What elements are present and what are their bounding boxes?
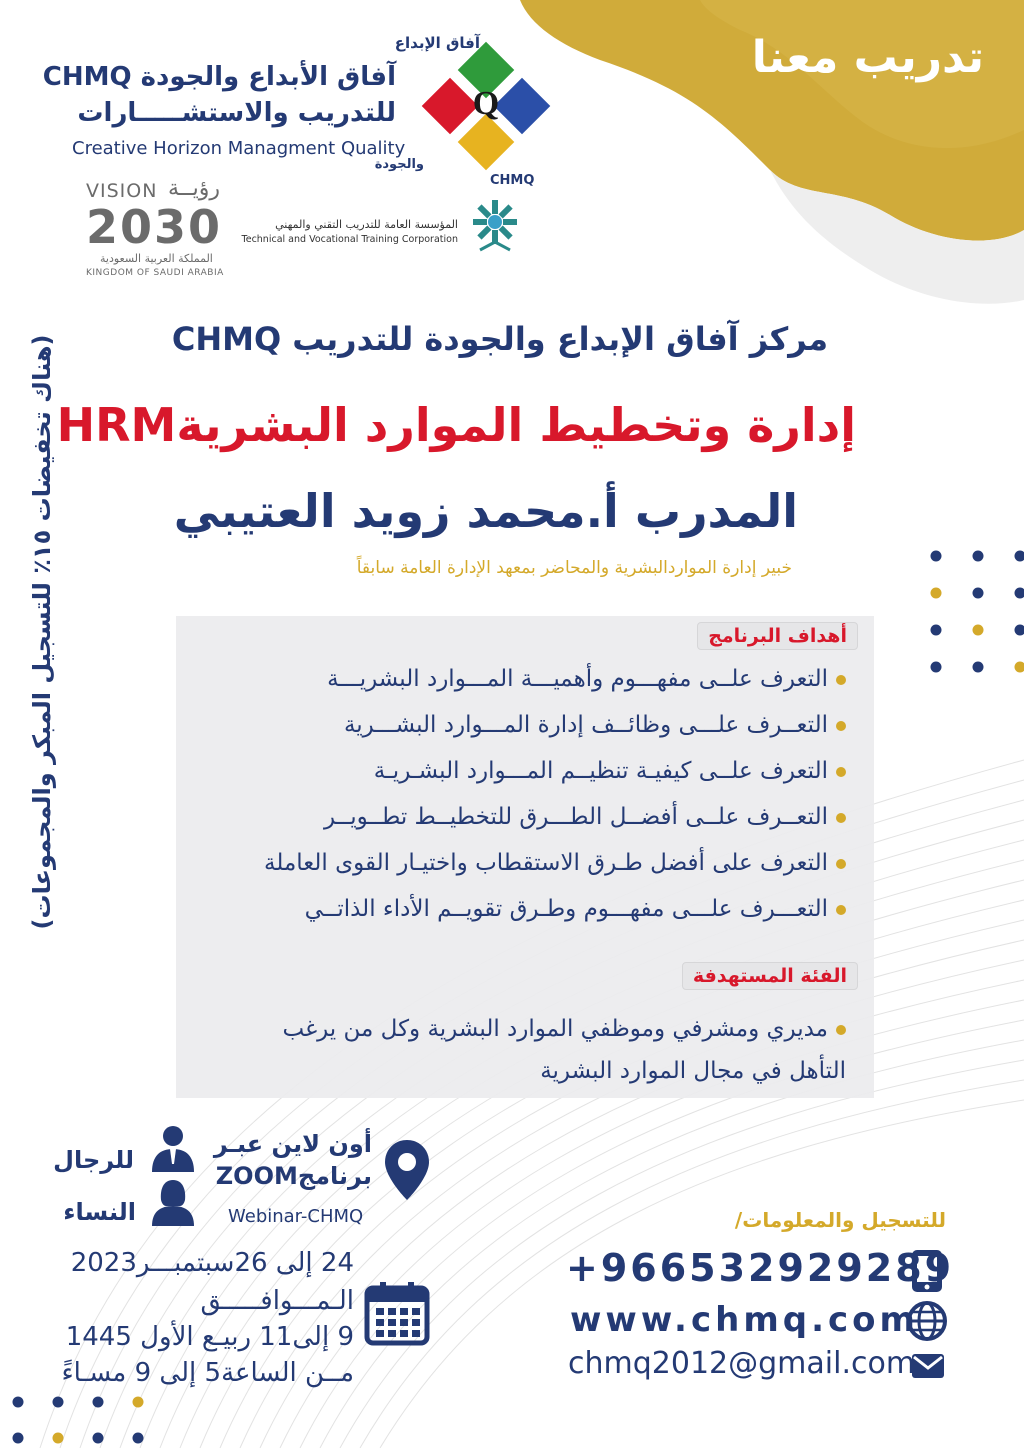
women-label: النساء — [63, 1198, 136, 1226]
online-line2: برنامجZOOM — [215, 1162, 372, 1190]
goal-text: التعرف على أفضل طـرق الاستقطاب واختيـار القوى العاملة — [264, 850, 828, 876]
org-name-ar-line2: للتدريب والاستشـــــارات — [77, 98, 396, 128]
bullet-icon — [836, 859, 846, 869]
trainer-name: المدرب أ.محمد زويد العتيبي — [173, 484, 798, 538]
course-title: إدارة وتخطيط الموارد البشريةHRM — [56, 398, 856, 452]
online-line1: أون لاين عبـر — [213, 1130, 372, 1158]
webinar-name: Webinar-CHMQ — [228, 1206, 364, 1227]
org-name-en: Creative Horizon Managment Quality — [72, 138, 406, 159]
bullet-icon — [836, 767, 846, 777]
goal-text: التعرف علــى مفهـــوم وأهميـــة المـــوارد البشريـــة — [327, 666, 828, 692]
date-line: 24 إلى 26سبتمبـــر2023 — [70, 1248, 354, 1278]
calendar-icon — [364, 1280, 430, 1346]
logo-text-en: CHMQ — [490, 173, 535, 188]
date-line: مــن الساعة5 إلى 9 مسـاءً — [61, 1358, 354, 1388]
goal-item — [264, 850, 846, 876]
vision-country-en: KINGDOM OF SAUDI ARABIA — [86, 268, 224, 278]
bullet-icon — [836, 675, 846, 685]
goal-text: التعــرف علـــى وظائــف إدارة المـــوارد البشـــرية — [343, 712, 828, 738]
phone-number[interactable]: +966532929289 — [566, 1246, 955, 1290]
audience-text: مديري ومشرفي وموظفي الموارد البشرية وكل من يرغب التأهل في مجال الموارد البشرية — [282, 1016, 846, 1084]
dot-grid-right — [931, 551, 1024, 673]
vision-word-ar: رؤيــة — [168, 176, 221, 201]
tvtc-name-en: Technical and Vocational Training Corporation — [241, 234, 458, 245]
goal-item — [374, 758, 846, 784]
bullet-icon — [836, 1025, 846, 1035]
goal-item — [324, 804, 846, 830]
logo-center-letter: Q — [472, 85, 500, 122]
bullet-icon — [836, 905, 846, 915]
website-link[interactable]: www.chmq.com — [570, 1300, 919, 1340]
bullet-icon — [836, 813, 846, 823]
goal-text: التعـــرف علـــى مفهـــوم وطـرق تقويــم الأداء الذاتــي — [304, 896, 828, 922]
goal-item — [327, 666, 846, 692]
location-pin-icon — [382, 1138, 432, 1202]
tvtc-logo — [468, 196, 522, 258]
email-link[interactable]: chmq2012@gmail.com — [568, 1346, 916, 1381]
tvtc-name-ar: المؤسسة العامة للتدريب التقني والمهني — [275, 218, 458, 231]
trainer-subtitle: خبير إدارة المواردالبشرية والمحاضر بمعهد الإدارة العامة سابقاً — [356, 558, 792, 578]
goal-item — [344, 712, 846, 738]
woman-icon — [150, 1178, 196, 1226]
center-title: مركز آفاق الإبداع والجودة للتدريب CHMQ — [171, 320, 828, 358]
registration-label: للتسجيل والمعلومات/ — [734, 1208, 946, 1232]
men-label: للرجال — [53, 1146, 134, 1174]
audience-item — [226, 1008, 846, 1092]
vision-country-ar: المملكة العربية السعودية — [100, 252, 213, 265]
man-icon — [150, 1124, 196, 1172]
audience-heading: الفئة المستهدفة — [682, 962, 858, 990]
goal-text: التعرف علــى كيفيـة تنظيــم المـــوارد البشـريـة — [373, 758, 828, 784]
date-line: الـمـــوافـــــق — [200, 1286, 354, 1316]
goals-heading: أهداف البرنامج — [697, 622, 858, 650]
email-icon — [910, 1352, 946, 1380]
goal-item — [305, 896, 846, 922]
side-discount-note — [22, 334, 62, 930]
date-line: 9 إلى11 ربيـع الأول 1445 — [65, 1322, 354, 1352]
org-name-ar-line1: آفاق الأبداع والجودة CHMQ — [42, 62, 396, 92]
vision-word: VISION — [86, 180, 158, 202]
slogan: تدريب معنا — [751, 32, 984, 83]
vision-number: 2030 — [86, 200, 223, 254]
logo-text-ar-top: آفاق الإبداع — [394, 34, 480, 52]
goal-text: التعــرف علــى أفضــل الطـــرق للتخطيــط تطــويــر — [324, 804, 828, 830]
chmq-logo — [374, 30, 572, 190]
logo-text-ar-bottom: والجودة — [374, 157, 424, 172]
bullet-icon — [836, 721, 846, 731]
side-note-text: (هناك تخفيضات ١٥٪ للتسجيل المبكر والمجموعات) — [28, 334, 56, 930]
